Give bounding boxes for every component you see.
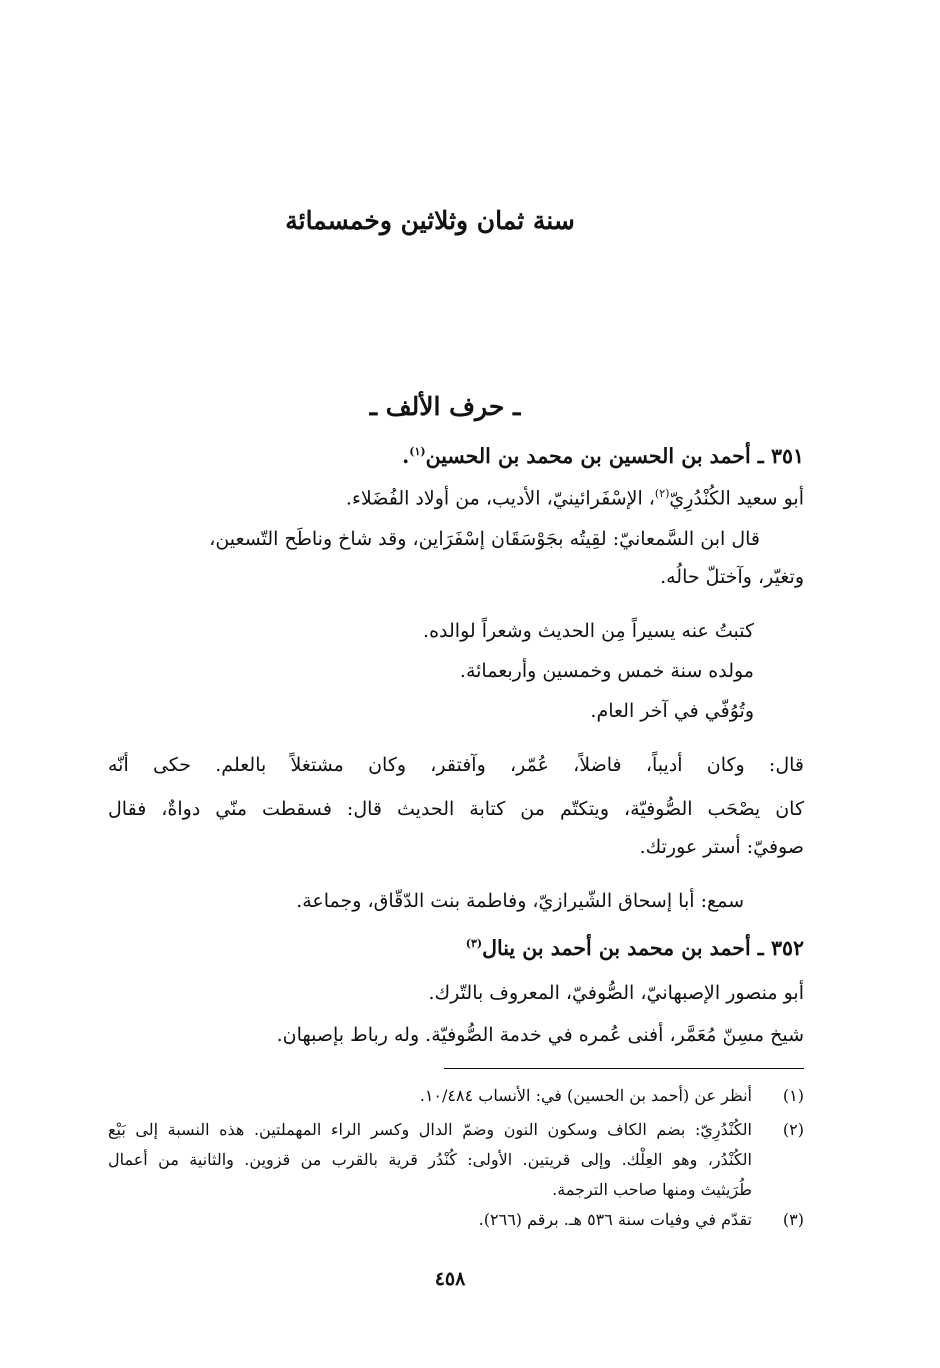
footnote-2-line-1: الكُنْدُرِيّ: بضم الكاف وسكون النون وضمّ الدال وكسر الراء المهملتين. هذه النسبة إلى بَيْع (108, 1120, 752, 1139)
chapter-title: سنة ثمان وثلاثين وخمسمائة (285, 206, 575, 235)
nisba-text: أبو سعيد الكُنْدُرِيّ (669, 487, 804, 510)
footnote-number: (١) (782, 1086, 804, 1105)
footnote-ref-2: (٢) (654, 487, 670, 500)
entry-351-line-2: قال ابن السَّمعانيّ: لقِيتُه بجَوْسَقَان إسْفَرَاين، وقد شاخ وناطَح التّسعين، (209, 528, 760, 550)
quote-line-1: كتبتُ عنه يسيراً مِن الحديث وشعراً لوالده. (423, 620, 754, 642)
entry-352-line-2: شيخ مسِنّ مُعَمَّر، أفنى عُمره في خدمة الصُّوفيّة. وله رباط بإصبهان. (276, 1024, 804, 1046)
nisba-continuation: ، الإسْفَرائينيّ، الأديب، من أولاد الفُضَلاء. (345, 487, 655, 510)
paragraph-2-line-1: قال: وكان أديباً، فاضلاً، عُمّر، وآفتقر، وكان مشتغلاً بالعلم. حكى أنّه (108, 754, 804, 776)
entry-heading-text: ٣٥٢ ـ أحمد بن محمد بن أحمد بن ينال (482, 936, 804, 960)
entry-351-line-1 (346, 488, 804, 508)
paragraph-2-line-2: كان يصْحَب الصُّوفيّة، ويتكتّم من كتابة الحديث قال: فسقطت منّي دواةٌ، فقال (108, 798, 804, 820)
entry-352-heading (466, 938, 804, 959)
quote-line-3: وتُوُفّي في آخر العام. (590, 700, 754, 722)
footnote-number: (٣) (782, 1210, 804, 1229)
section-title: ـ حرف الألف ـ (369, 392, 521, 421)
footnote-ref-1: (١) (409, 445, 426, 459)
footnote-ref-3: (٣) (465, 937, 483, 951)
footnote-2-line-3: طُرَيثيث ومنها صاحب الترجمة. (552, 1180, 752, 1199)
footnote-2-line-2: الكُنْدُر، وهو العِلْك. وإلى قريتين. الأولى: كُنْدُر قرية بالقرب من قزوين. والثانية من أعمال (108, 1150, 752, 1169)
quote-line-2: مولده سنة خمس وخمسين وأربعمائة. (459, 660, 754, 682)
paragraph-2-line-3: صوفيّ: أستر عورتك. (639, 836, 804, 858)
footnote-1-text: أنظر عن (أحمد بن الحسين) في: الأنساب ١٠/٤٨٤. (419, 1086, 752, 1105)
footnote-number: (٢) (782, 1120, 804, 1139)
entry-heading-text: ٣٥١ ـ أحمد بن الحسين بن محمد بن الحسين (425, 444, 804, 468)
footnote-separator (444, 1068, 804, 1069)
footnote-3-text: تقدّم في وفيات سنة ٥٣٦ هـ. برقم (٢٦٦). (478, 1210, 752, 1229)
page-number: ٤٥٨ (434, 1268, 466, 1290)
heard-from-line: سمع: أبا إسحاق الشّيرازيّ، وفاطمة بنت الدّقّاق، وجماعة. (296, 890, 744, 912)
entry-351-heading (402, 446, 804, 467)
heading-period: . (402, 444, 410, 468)
entry-352-line-1: أبو منصور الإصبهانيّ، الصُّوفيّ، المعروف بالتّرك. (428, 982, 804, 1004)
entry-351-line-3: وتغيّر، وآختلّ حالُه. (660, 566, 804, 588)
